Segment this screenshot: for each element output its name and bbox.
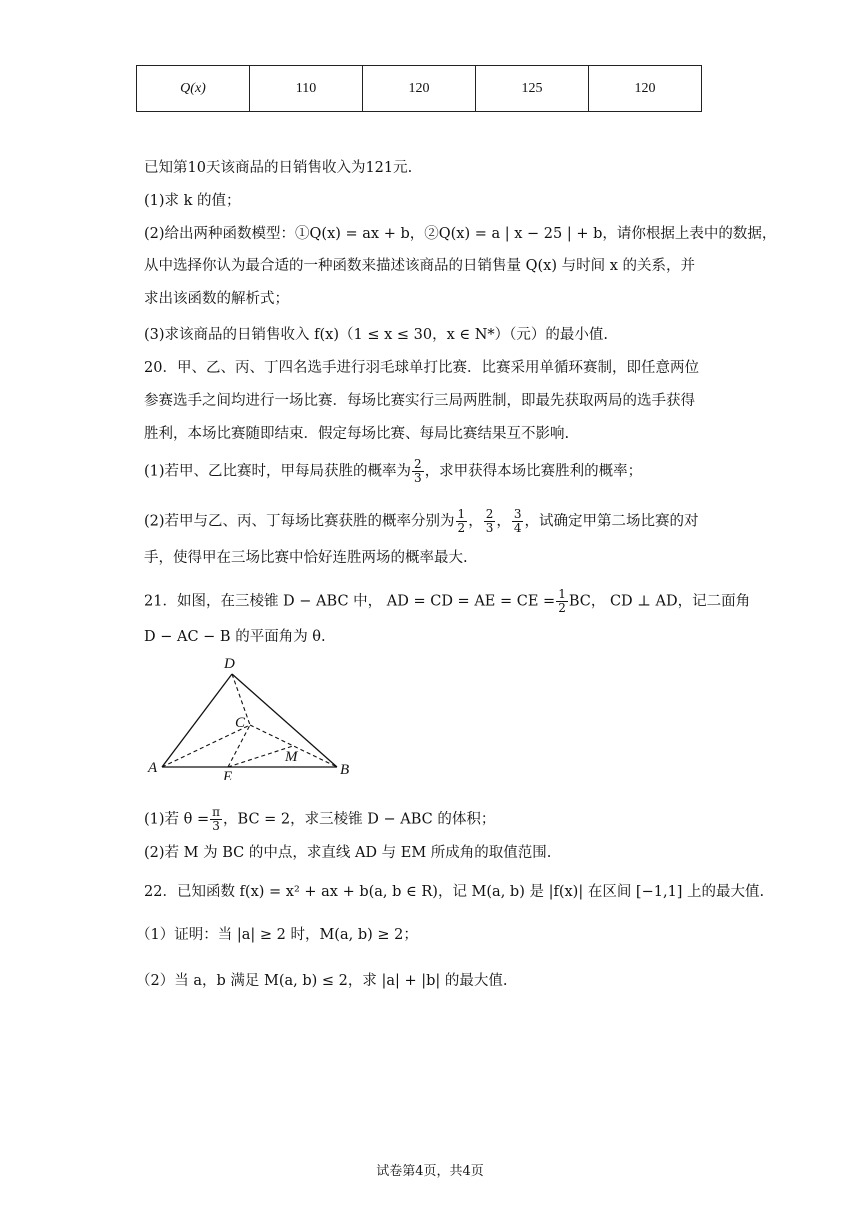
p20-line-a: 20．甲、乙、丙、丁四名选手进行羽毛球单打比赛．比赛采用单循环赛制，即任意两位 xyxy=(144,360,699,376)
edge-AD xyxy=(162,674,232,767)
fraction-denominator: 3 xyxy=(485,521,494,535)
edge-DE xyxy=(228,674,232,767)
p21-q1-text: (1)若 θ = xyxy=(144,811,210,828)
p20-q2-text: (2)若甲与乙、丙、丁每场比赛获胜的概率分别为 xyxy=(144,513,455,530)
fraction-p-half xyxy=(456,508,468,535)
sales-table xyxy=(136,65,702,112)
fraction-denominator: 4 xyxy=(513,521,522,535)
table-row-label: Q(x) xyxy=(137,66,250,112)
pyramid-figure xyxy=(140,650,360,780)
fraction-denominator: 3 xyxy=(212,819,220,833)
table-cell: 110 xyxy=(250,66,363,112)
p21-text: 21．如图，在三棱锥 D − ABC 中， AD = CD = AE = CE = xyxy=(144,593,556,610)
fraction-denominator: 2 xyxy=(558,601,566,615)
p20-q2-line xyxy=(144,508,698,535)
p20-q1-text-end: ，求甲获得本场比赛胜利的概率； xyxy=(424,463,643,480)
separator: ， xyxy=(496,513,511,530)
table-row xyxy=(137,66,702,112)
fraction-numerator: 3 xyxy=(513,507,522,521)
q2-line-c: 求出该函数的解析式； xyxy=(144,291,289,307)
label-A: A xyxy=(148,760,158,776)
p22-line: 22．已知函数 f(x) = x² + ax + b(a, b ∈ R)，记 M(a, b) 是 |f(x)| 在区间 [−1,1] 上的最大值. xyxy=(144,884,765,900)
fraction-half xyxy=(556,588,568,615)
p21-q1-line xyxy=(144,806,495,833)
p20-q1-text: (1)若甲、乙比赛时，甲每局获胜的概率为 xyxy=(144,463,412,480)
fraction-denominator: 3 xyxy=(414,471,422,485)
p21-line-a xyxy=(144,588,750,615)
fraction-pi-third xyxy=(210,806,222,833)
table-cell: 120 xyxy=(363,66,476,112)
fraction-numerator: 1 xyxy=(558,587,566,601)
p20-q1-line xyxy=(144,458,642,485)
p20-line-b: 参赛选手之间均进行一场比赛．每场比赛实行三局两胜制，即最先获取两局的选手获得 xyxy=(144,393,695,409)
edge-EC xyxy=(228,725,250,767)
fraction-denominator: 2 xyxy=(457,521,466,535)
q2-line-b: 从中选择你认为最合适的一种函数来描述该商品的日销售量 Q(x) 与时间 x 的关系，并 xyxy=(144,258,695,274)
edge-AC xyxy=(162,725,250,767)
q2-line-a: (2)给出两种函数模型：①Q(x) = ax + b，②Q(x) = a | x − 25 | + b，请你根据上表中的数据， xyxy=(144,226,777,242)
label-D: D xyxy=(224,656,235,672)
fraction-p-three-quarters xyxy=(512,508,524,535)
fraction-numerator: π xyxy=(212,805,221,819)
label-C: C xyxy=(235,715,246,731)
intro-line: 已知第10天该商品的日销售收入为121元. xyxy=(144,160,413,176)
fraction-two-thirds xyxy=(412,458,424,485)
p20-line-c: 胜利，本场比赛随即结束．假定每场比赛、每局比赛结果互不影响. xyxy=(144,426,570,442)
label-E: E xyxy=(223,769,233,780)
label-B: B xyxy=(340,762,350,778)
separator: ， xyxy=(468,513,483,530)
p21-text-end: BC， CD ⊥ AD，记二面角 xyxy=(568,593,751,610)
p21-line-b: D − AC − B 的平面角为 θ. xyxy=(144,629,326,645)
table-cell: 120 xyxy=(589,66,702,112)
p22-q2-line: （2）当 a，b 满足 M(a, b) ≤ 2，求 |a| + |b| 的最大值. xyxy=(136,973,508,989)
p20-q2-text-end: ，试确定甲第二场比赛的对 xyxy=(524,513,699,530)
q3-line: (3)求该商品的日销售收入 f(x)（1 ≤ x ≤ 30，x ∈ N*）（元）的最小值. xyxy=(144,327,609,343)
p22-q1-line: （1）证明：当 |a| ≥ 2 时，M(a, b) ≥ 2； xyxy=(136,927,418,943)
edge-EM xyxy=(228,746,293,767)
table-cell: 125 xyxy=(476,66,589,112)
label-M: M xyxy=(285,749,298,765)
p21-q2-line: (2)若 M 为 BC 的中点，求直线 AD 与 EM 所成角的取值范围. xyxy=(144,845,552,861)
p21-q1-text-end: ，BC = 2，求三棱锥 D − ABC 的体积； xyxy=(223,811,496,828)
fraction-numerator: 2 xyxy=(414,457,422,471)
page-footer: 试卷第4页，共4页 xyxy=(376,1164,484,1179)
q1-line: (1)求 k 的值； xyxy=(144,193,241,209)
p20-q2-line-b: 手，使得甲在三场比赛中恰好连胜两场的概率最大. xyxy=(144,550,468,566)
fraction-numerator: 1 xyxy=(457,507,466,521)
fraction-p-two-thirds xyxy=(484,508,496,535)
fraction-numerator: 2 xyxy=(485,507,494,521)
